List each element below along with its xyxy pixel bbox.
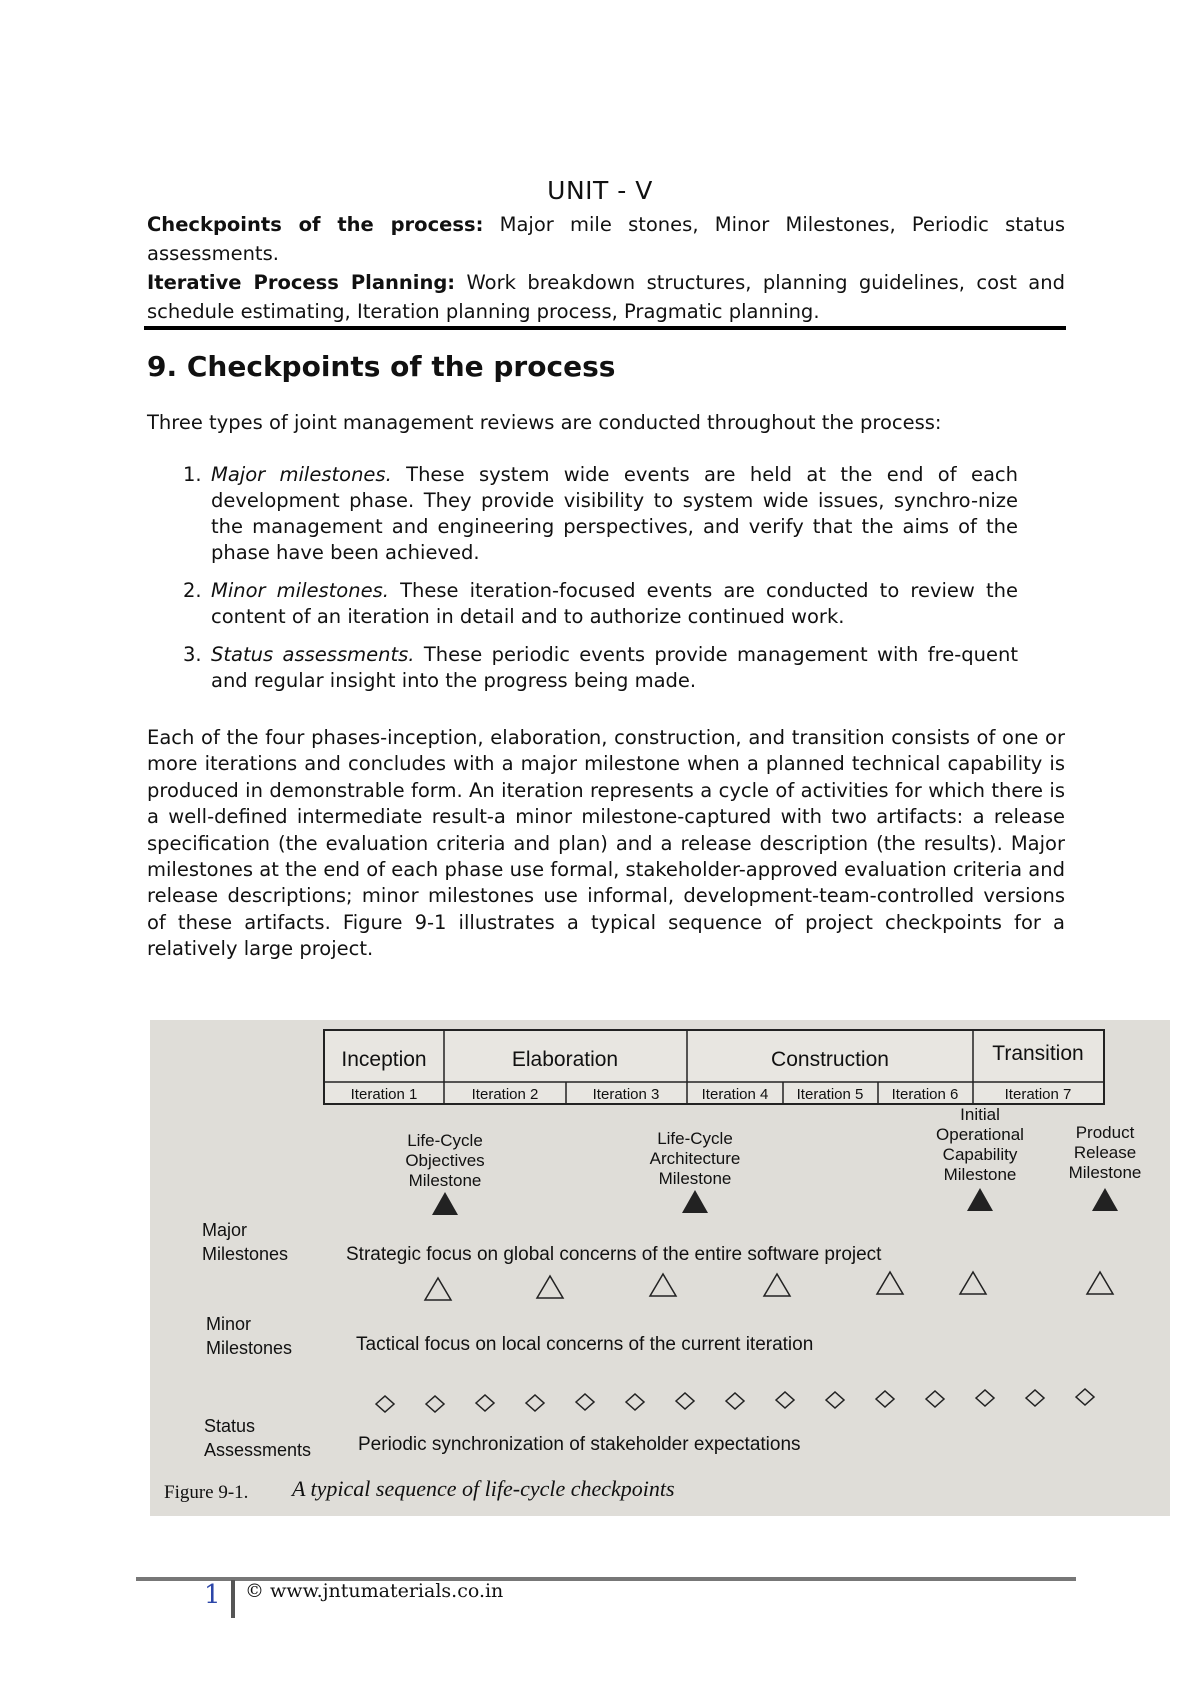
- checkpoint-diagram: [150, 1020, 1170, 1516]
- status-diamond-icon: [1076, 1389, 1094, 1405]
- status-diamond-icon: [626, 1394, 644, 1410]
- unit-title: UNIT - V: [547, 176, 653, 205]
- milestone-line: Capability: [942, 1145, 1018, 1164]
- list-text: These periodic events provide management with fre-quent and regular insight into the progress being made.: [211, 643, 1018, 692]
- list-item: [183, 642, 1018, 694]
- syllabus-block: [147, 210, 1065, 326]
- minor-label-line1: Minor: [206, 1314, 252, 1334]
- milestone-label-lco: [405, 1131, 484, 1190]
- syllabus-line-checkpoints: [147, 210, 1065, 268]
- list-number: 2.: [183, 579, 202, 602]
- milestone-line: Milestone: [658, 1169, 732, 1188]
- iteration-label: Iteration 4: [701, 1086, 769, 1103]
- milestone-label-ioc: [936, 1105, 1024, 1184]
- phase-inception: Inception: [341, 1048, 427, 1071]
- list-number: 1.: [183, 463, 202, 486]
- phase-elaboration: Elaboration: [511, 1048, 619, 1071]
- intro-text: Three types of joint management reviews are conducted throughout the process:: [147, 411, 942, 434]
- milestone-line: Milestone: [1068, 1163, 1142, 1182]
- section-heading: 9. Checkpoints of the process: [147, 350, 616, 383]
- milestone-line: Product: [1075, 1123, 1135, 1142]
- syllabus-text-planning: Work breakdown structures, planning guidelines, cost and schedule estimating, Iteration planning process, Pragmatic planning.: [147, 271, 1065, 323]
- iteration-label: Iteration 1: [350, 1086, 418, 1103]
- major-focus-text: Strategic focus on global concerns of the entire software project: [346, 1244, 882, 1265]
- status-diamond-icon: [976, 1390, 994, 1406]
- phase-construction: Construction: [771, 1048, 889, 1071]
- iteration-label: Iteration 5: [796, 1086, 864, 1103]
- milestone-label-lca: [650, 1129, 741, 1188]
- milestone-line: Life-Cycle: [407, 1131, 483, 1150]
- major-label-line2: Milestones: [202, 1244, 289, 1264]
- milestone-line: Architecture: [649, 1149, 741, 1168]
- milestone-line: Initial: [960, 1105, 1000, 1124]
- milestone-label-pr: [1069, 1123, 1142, 1182]
- list-term: Major milestones.: [211, 463, 392, 486]
- major-milestone-triangle-icon: [1092, 1188, 1118, 1211]
- status-diamond-icon: [726, 1393, 744, 1409]
- phases-paragraph: Each of the four phases-inception, elaboration, construction, and transition consists of one or more iterations and concludes with a major milestone when a planned technical capability is produced in demonstrable form. An iteration represents a cycle of activities for which there is a well-defined intermediate result-a minor milestone-captured with two artifacts: a release specification (the evaluation criteria and plan) and a release description (the results). Major milestones at the end of each phase use formal, stakeholder-approved evaluation criteria and release descriptions; minor milestones use informal, development-team-controlled versions of these artifacts. Figure 9-1 illustrates a typical sequence of project checkpoints for a relatively large project.: [147, 726, 1065, 961]
- status-diamond-icon: [876, 1391, 894, 1407]
- list-number: 3.: [183, 643, 202, 666]
- figure-caption-label: Figure 9-1.: [164, 1482, 249, 1503]
- minor-milestone-triangle-icon: [960, 1272, 986, 1294]
- minor-milestone-triangle-icon: [1087, 1272, 1113, 1294]
- major-milestone-triangle-icon: [682, 1190, 708, 1213]
- header-divider: [144, 326, 1066, 330]
- status-label-line1: Status: [204, 1416, 256, 1436]
- status-diamond-icon: [1026, 1390, 1044, 1406]
- status-diamond-icon: [576, 1394, 594, 1410]
- footer-separator: [231, 1580, 235, 1618]
- list-item: [183, 578, 1018, 630]
- list-term: Status assessments.: [211, 643, 415, 666]
- milestone-line: Operational: [936, 1125, 1024, 1144]
- status-diamond-icon: [826, 1392, 844, 1408]
- minor-milestone-triangle-icon: [425, 1278, 451, 1300]
- review-types-list: [183, 462, 1018, 706]
- status-diamond-icon: [926, 1391, 944, 1407]
- minor-focus-text: Tactical focus on local concerns of the current iteration: [356, 1334, 814, 1355]
- status-diamond-icon: [676, 1393, 694, 1409]
- syllabus-label-planning: Iterative Process Planning:: [147, 271, 456, 294]
- milestone-line: Release: [1073, 1143, 1137, 1162]
- status-label-line2: Assessments: [204, 1440, 312, 1460]
- status-diamond-icon: [426, 1396, 444, 1412]
- syllabus-line-planning: [147, 268, 1065, 326]
- minor-milestone-triangle-icon: [537, 1276, 563, 1298]
- list-item: [183, 462, 1018, 566]
- iteration-label: Iteration 3: [592, 1086, 660, 1103]
- iteration-label: Iteration 6: [891, 1086, 959, 1103]
- milestone-line: Milestone: [943, 1165, 1017, 1184]
- footer-website: © www.jntumaterials.co.in: [245, 1580, 504, 1602]
- phase-transition: Transition: [992, 1042, 1084, 1065]
- syllabus-label-checkpoints: Checkpoints of the process:: [147, 213, 484, 236]
- iteration-label: Iteration 7: [1004, 1086, 1072, 1103]
- status-diamond-icon: [476, 1395, 494, 1411]
- list-term: Minor milestones.: [211, 579, 389, 602]
- iteration-label: Iteration 2: [471, 1086, 539, 1103]
- page-number: 1: [204, 1580, 221, 1610]
- minor-milestone-triangle-icon: [764, 1274, 790, 1296]
- figure-9-1: [150, 1020, 1170, 1516]
- status-diamond-icon: [376, 1396, 394, 1412]
- status-diamond-icon: [526, 1395, 544, 1411]
- minor-milestone-triangle-icon: [877, 1272, 903, 1294]
- figure-caption-text: A typical sequence of life-cycle checkpoints: [292, 1476, 675, 1501]
- minor-label-line2: Milestones: [206, 1338, 293, 1358]
- status-diamond-icon: [776, 1392, 794, 1408]
- major-label-line1: Major: [202, 1220, 248, 1240]
- list-text: These iteration-focused events are conducted to review the content of an iteration in detail and to authorize continued work.: [211, 579, 1018, 628]
- milestone-line: Life-Cycle: [657, 1129, 733, 1148]
- status-focus-text: Periodic synchronization of stakeholder expectations: [358, 1434, 801, 1455]
- major-milestone-triangle-icon: [967, 1188, 993, 1211]
- milestone-line: Objectives: [405, 1151, 485, 1170]
- minor-milestone-triangle-icon: [650, 1274, 676, 1296]
- milestone-line: Milestone: [408, 1171, 482, 1190]
- major-milestone-triangle-icon: [432, 1192, 458, 1215]
- list-text: These system wide events are held at the end of each development phase. They provide visibility to system wide issues, synchro-nize the management and engineering perspectives, and verify that the aims of the phase have been achieved.: [211, 463, 1018, 564]
- syllabus-text-checkpoints: Major mile stones, Minor Milestones, Periodic status assessments.: [147, 213, 1066, 265]
